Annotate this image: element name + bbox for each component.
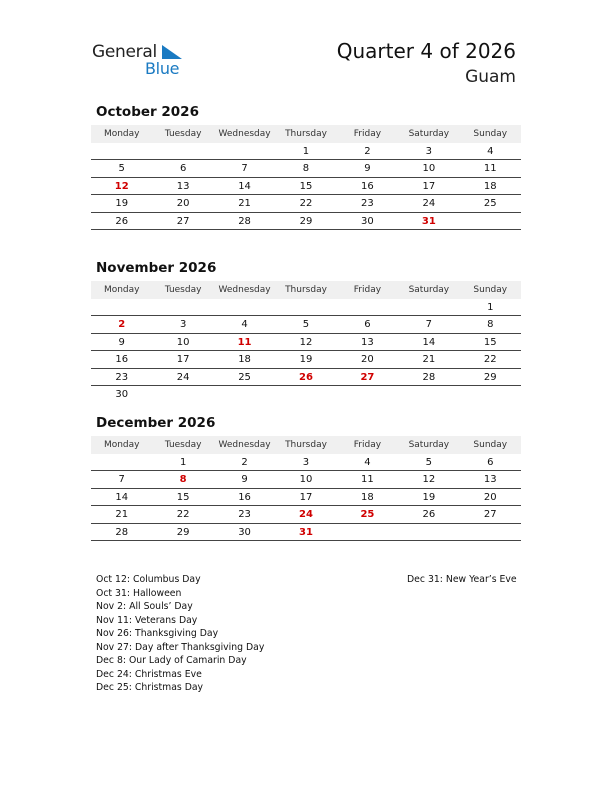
- day-cell: 23: [238, 509, 251, 521]
- day-cell: [214, 386, 275, 403]
- week-row: [91, 160, 521, 177]
- logo-word-general: General: [92, 42, 157, 62]
- holiday-entry: Dec 31: New Year’s Eve: [407, 574, 517, 585]
- day-cell: 7: [425, 319, 433, 331]
- day-cell: [460, 386, 521, 403]
- day-cell: 7: [241, 163, 248, 175]
- day-cell: 28: [238, 215, 251, 227]
- logo-word-blue: Blue: [145, 59, 180, 78]
- weekday-label: Thursday: [275, 125, 336, 143]
- day-cell: [275, 299, 336, 316]
- day-cell: 13: [361, 336, 374, 348]
- weekday-header: [91, 125, 521, 143]
- day-cell: [152, 386, 213, 403]
- day-cell: 30: [115, 388, 129, 400]
- weekday-label: Saturday: [398, 281, 459, 299]
- weekday-label: Sunday: [460, 436, 521, 454]
- day-cell: 3: [425, 146, 433, 157]
- holiday-day-cell: 25: [360, 509, 375, 521]
- day-cell: 16: [238, 491, 251, 503]
- weekday-label: Wednesday: [214, 125, 275, 143]
- day-cell: 20: [483, 491, 497, 503]
- weekday-label: Tuesday: [152, 125, 213, 143]
- day-cell: 11: [483, 163, 497, 175]
- day-cell: 14: [238, 180, 251, 192]
- day-cell: 3: [179, 319, 187, 331]
- day-cell: [91, 143, 152, 160]
- holiday-entry: Oct 12: Columbus Day: [96, 574, 201, 585]
- day-cell: 13: [176, 180, 190, 192]
- day-cell: 24: [422, 198, 436, 210]
- day-cell: 7: [118, 474, 125, 486]
- week-row: [91, 454, 521, 471]
- day-cell: 5: [118, 163, 125, 175]
- month-december: [91, 414, 521, 541]
- holiday-entry: Dec 8: Our Lady of Camarin Day: [96, 655, 247, 666]
- day-cell: 10: [176, 336, 190, 348]
- day-cell: 14: [115, 491, 129, 503]
- week-row: [91, 334, 521, 351]
- day-cell: 12: [299, 336, 313, 348]
- day-cell: [91, 454, 152, 471]
- holiday-day-cell: 24: [299, 509, 313, 521]
- day-cell: [214, 299, 275, 316]
- day-cell: 18: [483, 180, 497, 192]
- day-cell: 17: [422, 180, 436, 192]
- day-cell: 9: [118, 336, 125, 348]
- day-cell: 10: [422, 163, 436, 175]
- holiday-day-cell: 27: [360, 371, 375, 383]
- holiday-entry: Dec 24: Christmas Eve: [96, 668, 202, 680]
- day-cell: 23: [115, 371, 129, 383]
- day-cell: 15: [483, 336, 497, 348]
- day-cell: 20: [361, 354, 374, 366]
- month-title: October 2026: [96, 104, 199, 120]
- day-cell: 21: [115, 509, 129, 521]
- day-cell: 6: [179, 163, 187, 175]
- day-cell: 14: [422, 336, 436, 348]
- weekday-label: Friday: [337, 125, 398, 143]
- weekday-label: Monday: [91, 281, 152, 299]
- holiday-entry: Oct 31: Halloween: [96, 587, 182, 599]
- day-cell: 9: [364, 163, 371, 175]
- week-row: [91, 195, 521, 212]
- day-cell: 22: [176, 509, 190, 521]
- day-cell: 11: [361, 474, 374, 486]
- page-title: Quarter 4 of 2026: [336, 39, 516, 63]
- day-cell: [91, 299, 152, 316]
- holiday-entry: Nov 26: Thanksgiving Day: [96, 628, 219, 639]
- weeks: [91, 454, 521, 541]
- week-row: [91, 316, 521, 333]
- holiday-day-cell: 31: [421, 215, 436, 227]
- day-cell: 20: [176, 198, 190, 210]
- weekday-label: Thursday: [275, 281, 336, 299]
- day-cell: 6: [364, 319, 371, 331]
- day-cell: 19: [422, 491, 436, 503]
- weeks: [91, 143, 521, 230]
- month-november: [91, 259, 521, 403]
- day-cell: 8: [487, 319, 494, 331]
- day-cell: 13: [483, 474, 497, 486]
- day-cell: 26: [115, 215, 129, 227]
- weekday-label: Monday: [91, 125, 152, 143]
- week-row: [91, 351, 521, 368]
- holiday-entry: Dec 25: Christmas Day: [96, 682, 204, 693]
- weekday-label: Saturday: [398, 436, 459, 454]
- week-row: [91, 524, 521, 541]
- week-row: [91, 299, 521, 316]
- day-cell: 16: [115, 354, 129, 366]
- weekday-label: Thursday: [275, 436, 336, 454]
- weekday-label: Saturday: [398, 125, 459, 143]
- week-row: [91, 178, 521, 195]
- weekday-label: Friday: [337, 436, 398, 454]
- holiday-entry: Nov 2: All Souls’ Day: [96, 601, 193, 612]
- day-cell: 3: [302, 457, 310, 468]
- day-cell: 22: [299, 198, 313, 210]
- day-cell: 15: [299, 180, 313, 192]
- day-cell: [337, 299, 398, 316]
- month-october: [91, 103, 521, 230]
- weeks: [91, 299, 521, 403]
- day-cell: 18: [361, 491, 374, 503]
- day-cell: 5: [425, 457, 433, 468]
- week-row: [91, 369, 521, 386]
- day-cell: 27: [176, 215, 190, 227]
- holiday-day-cell: 2: [118, 319, 126, 331]
- weekday-label: Tuesday: [152, 436, 213, 454]
- day-cell: 1: [179, 457, 187, 468]
- day-cell: [460, 524, 521, 541]
- day-cell: 26: [422, 509, 436, 521]
- day-cell: 2: [241, 457, 248, 468]
- weekday-label: Friday: [337, 281, 398, 299]
- day-cell: 2: [364, 146, 371, 157]
- day-cell: [275, 386, 336, 403]
- week-row: [91, 489, 521, 506]
- day-cell: 6: [487, 457, 494, 468]
- day-cell: 29: [176, 526, 190, 538]
- day-cell: 12: [422, 474, 436, 486]
- day-cell: 21: [238, 198, 251, 210]
- holiday-day-cell: 11: [237, 336, 252, 348]
- day-cell: [152, 143, 213, 160]
- weekday-header: [91, 436, 521, 454]
- day-cell: 19: [115, 198, 129, 210]
- day-cell: 30: [238, 526, 251, 538]
- weekday-label: Sunday: [460, 125, 521, 143]
- day-cell: 28: [115, 526, 129, 538]
- brand-logo: [92, 42, 202, 82]
- day-cell: [214, 143, 275, 160]
- country-name: Guam: [465, 67, 516, 87]
- weekday-label: Wednesday: [214, 436, 275, 454]
- day-cell: [152, 299, 213, 316]
- weekday-label: Sunday: [460, 281, 521, 299]
- week-row: [91, 471, 521, 488]
- day-cell: 1: [487, 302, 494, 313]
- day-cell: 25: [238, 371, 251, 383]
- day-cell: 18: [238, 354, 251, 366]
- day-cell: 5: [302, 319, 310, 331]
- day-cell: 9: [241, 474, 248, 486]
- weekday-label: Tuesday: [152, 281, 213, 299]
- holiday-entry: Nov 27: Day after Thanksgiving Day: [96, 641, 265, 653]
- day-cell: 24: [176, 371, 190, 383]
- day-cell: 4: [241, 319, 248, 331]
- day-cell: [398, 386, 459, 403]
- day-cell: 4: [487, 146, 494, 157]
- day-cell: 29: [483, 371, 497, 383]
- day-cell: 15: [176, 491, 190, 503]
- day-cell: 22: [483, 354, 497, 366]
- holiday-day-cell: 31: [299, 526, 313, 538]
- holiday-entry: Nov 11: Veterans Day: [96, 614, 198, 626]
- day-cell: 1: [302, 146, 310, 157]
- week-row: [91, 386, 521, 403]
- week-row: [91, 143, 521, 160]
- day-cell: [460, 213, 521, 230]
- day-cell: [398, 299, 459, 316]
- day-cell: 25: [483, 198, 497, 210]
- day-cell: 4: [364, 457, 371, 468]
- holiday-list-right: [407, 573, 517, 587]
- day-cell: 30: [361, 215, 374, 227]
- day-cell: 10: [299, 474, 313, 486]
- holiday-day-cell: 26: [299, 371, 313, 383]
- holiday-list-left: [96, 573, 264, 695]
- day-cell: 21: [422, 354, 436, 366]
- week-row: [91, 213, 521, 230]
- day-cell: 17: [299, 491, 313, 503]
- day-cell: 29: [299, 215, 313, 227]
- day-cell: 8: [302, 163, 310, 175]
- month-title: December 2026: [96, 415, 216, 431]
- holiday-day-cell: 8: [179, 474, 187, 486]
- month-title: November 2026: [96, 260, 217, 276]
- holiday-day-cell: 12: [114, 180, 129, 192]
- day-cell: 23: [361, 198, 374, 210]
- day-cell: 19: [299, 354, 313, 366]
- day-cell: [398, 524, 459, 541]
- weekday-label: Wednesday: [214, 281, 275, 299]
- day-cell: 27: [483, 509, 497, 521]
- day-cell: [337, 524, 398, 541]
- day-cell: 28: [422, 371, 436, 383]
- week-row: [91, 506, 521, 523]
- day-cell: 17: [176, 354, 190, 366]
- weekday-header: [91, 281, 521, 299]
- day-cell: [337, 386, 398, 403]
- day-cell: 16: [361, 180, 374, 192]
- weekday-label: Monday: [91, 436, 152, 454]
